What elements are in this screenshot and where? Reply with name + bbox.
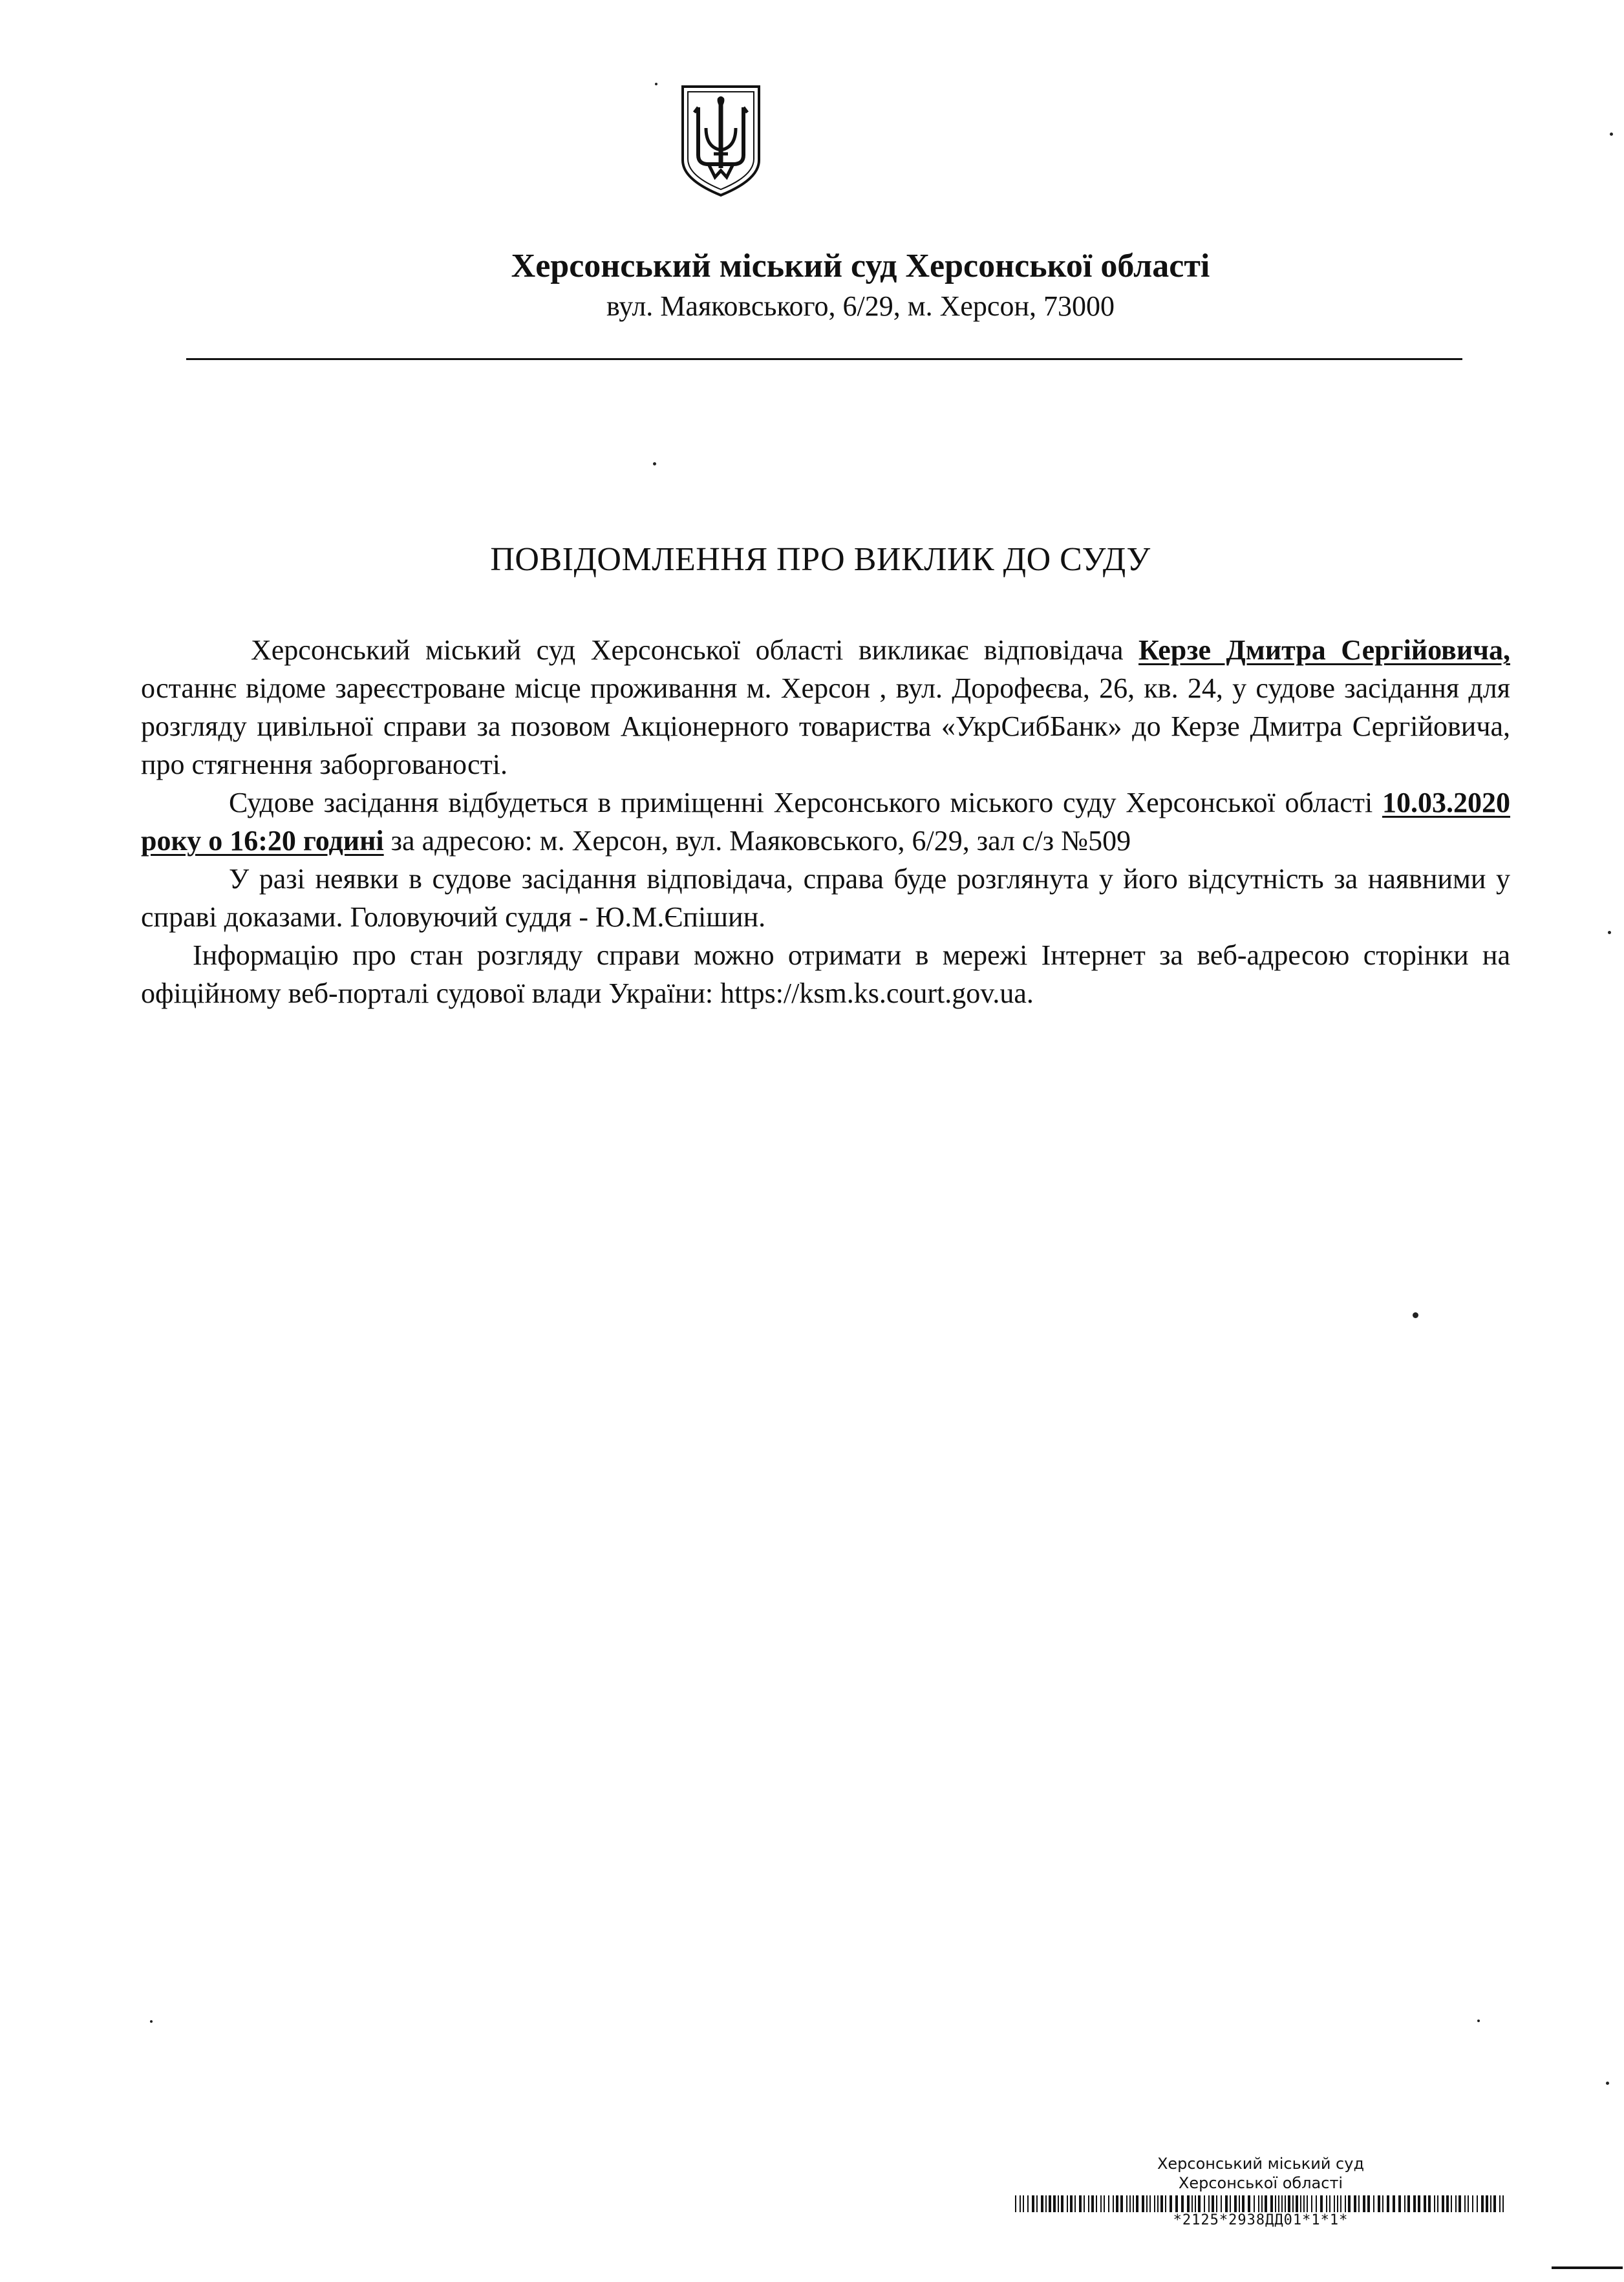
barcode-bar [1424,2195,1426,2212]
barcode-bar [1248,2195,1250,2212]
barcode-bar [1285,2195,1286,2212]
barcode-bar [1088,2195,1089,2212]
barcode-bar [1493,2195,1496,2212]
barcode-bar [1239,2195,1240,2212]
barcode-bar [1136,2195,1138,2212]
barcode-bar [1334,2195,1335,2212]
barcode-bar [1499,2195,1501,2212]
barcode-bar [1045,2195,1047,2212]
barcode-bar [1367,2195,1370,2212]
barcode-bar [1113,2195,1114,2212]
barcode-bar [1442,2195,1444,2212]
barcode-bar [1074,2195,1076,2212]
corner-mark [1552,2266,1623,2269]
barcode-bar [1084,2195,1085,2212]
barcode-bar [1378,2195,1380,2212]
barcode-bar [1261,2195,1263,2212]
barcode-bar [1216,2195,1217,2212]
barcode-bar [1036,2195,1038,2212]
barcode-bar [1015,2195,1016,2212]
court-barcode-stamp [1009,2154,1513,2229]
barcode-bar [1100,2195,1102,2212]
scan-speck [150,2020,153,2023]
barcode-bar [1195,2195,1196,2212]
barcode-bar [1258,2195,1259,2212]
barcode-bar [1373,2195,1374,2212]
summons-text-end: останнє відоме зареєстроване місце проживання м. Херсон , вул. Дорофеєва, 26, кв. 24, у судове засідання для розгляду цивільної справи за позовом Акціонерного товариства «УкрСибБанк» до Керзе Дмитра Сергійовича, про стягнення заборгованості. [141,672,1510,780]
barcode-bar [1198,2195,1201,2212]
scan-speck [1477,2020,1480,2022]
barcode-bar [1329,2195,1330,2212]
barcode-bar [1020,2195,1021,2212]
barcode-bar [1311,2195,1312,2212]
barcode-bar [1023,2195,1024,2212]
barcode-bar [1116,2195,1118,2212]
barcode-bar [1225,2195,1228,2212]
barcode-bar [1175,2195,1178,2212]
barcode-bar [1208,2195,1210,2212]
barcode-bar [1481,2195,1484,2212]
barcode-bar [1070,2195,1073,2212]
barcode-bar [1120,2195,1123,2212]
barcode-bar [1464,2195,1466,2212]
barcode-bar [1157,2195,1159,2212]
barcode-bar [1230,2195,1231,2212]
barcode-bar [1133,2195,1134,2212]
barcode-bar [1387,2195,1389,2212]
barcode-bar [1296,2195,1298,2212]
barcode-bar [1142,2195,1144,2212]
paragraph-hearing [141,784,1510,860]
barcode-bar [1061,2195,1063,2212]
barcode-bar [1079,2195,1082,2212]
scan-speck [1413,1312,1418,1318]
barcode-bar [1242,2195,1245,2212]
barcode-bar [1146,2195,1148,2212]
barcode-bar [1307,2195,1308,2212]
barcode-bar [1212,2195,1214,2212]
header-divider [186,358,1462,360]
barcode-bar [1041,2195,1043,2212]
document-title: ПОВІДОМЛЕННЯ ПРО ВИКЛИК ДО СУДУ [490,541,1151,578]
barcode-bar [1234,2195,1237,2212]
paragraph-info: Інформацію про стан розгляду справи можно отримати в мережі Інтернет за веб-адресою сторінки на офіційному веб-порталі судової влади України: https://ksm.ks.court.gov.ua. [141,939,1510,1009]
court-address: вул. Маяковського, 6/29, м. Херсон, 73000 [606,290,1115,322]
defendant-name: Керзе Дмитра Сергійовича, [1138,634,1510,666]
barcode-bar [1292,2195,1294,2212]
barcode-bar [1221,2195,1222,2212]
barcode-bar [1187,2195,1190,2212]
barcode-bar [1398,2195,1401,2212]
barcode-bar [1032,2195,1034,2212]
barcode-bar [1204,2195,1205,2212]
barcode-bar [1502,2195,1504,2212]
barcode-bar [1300,2195,1301,2212]
paragraph-summons [141,631,1510,784]
barcode-bar [1348,2195,1351,2212]
barcode-bar [1340,2195,1341,2212]
barcode-bar [1455,2195,1457,2212]
barcode-bar [1275,2195,1276,2212]
barcode-bar [1108,2195,1109,2212]
barcode-bar [1472,2195,1473,2212]
barcode-bar [1049,2195,1051,2212]
barcode-bar [1345,2195,1346,2212]
barcode-bar [1428,2195,1431,2212]
court-name: Херсонський міський суд Херсонської області [511,248,1210,284]
barcode-bar [1477,2195,1478,2212]
barcode-bar [1490,2195,1491,2212]
barcode-bar [1288,2195,1290,2212]
hearing-text-start: Судове засідання відбудеться в приміщенні Херсонського міського суду Херсонської області [229,787,1382,818]
barcode-bar [1446,2195,1449,2212]
barcode-bar [1404,2195,1405,2212]
scan-speck [1610,133,1613,136]
trident-coat-of-arms-icon [678,83,764,198]
scan-speck [1606,2082,1609,2085]
barcode-bar [1354,2195,1356,2212]
barcode-bar [1027,2195,1029,2212]
stamp-line-1: Херсонський міський суд [1157,2155,1365,2173]
barcode-bar [1281,2195,1283,2212]
scan-speck [653,462,656,465]
barcode-bar [1418,2195,1420,2212]
barcode-bar [1437,2195,1438,2212]
barcode-bar [1170,2195,1172,2212]
barcode-bar [1126,2195,1127,2212]
barcode-bar [1104,2195,1105,2212]
barcode-bar [1434,2195,1435,2212]
barcode-bar [1091,2195,1094,2212]
barcode-bar [1303,2195,1305,2212]
barcode-number: *2125*2938ДД01*1*1* [1173,2212,1349,2228]
barcode-bar [1393,2195,1395,2212]
barcode-bar [1053,2195,1056,2212]
barcode-bar [1320,2195,1323,2212]
summons-text-start: Херсонський міський суд Херсонської області викликає відповідача [251,634,1139,666]
barcode-icon [1015,2195,1506,2212]
barcode-bar [1382,2195,1384,2212]
barcode-bar [1363,2195,1365,2212]
barcode-bar [1181,2195,1184,2212]
barcode-bar [1458,2195,1461,2212]
barcode-bar [1154,2195,1155,2212]
barcode-bar [1337,2195,1338,2212]
barcode-bar [1278,2195,1279,2212]
barcode-bar [1316,2195,1317,2212]
hearing-text-end: за адресою: м. Херсон, вул. Маяковського, 6/29, зал с/з №509 [383,825,1131,857]
barcode-bar [1129,2195,1131,2212]
barcode-bar [1254,2195,1255,2212]
barcode-bar [1067,2195,1068,2212]
scan-speck [655,83,657,85]
barcode-bar [1326,2195,1327,2212]
barcode-bar [1160,2195,1163,2212]
barcode-bar [1270,2195,1273,2212]
barcode-bar [1451,2195,1452,2212]
stamp-line-2: Херсонської області [1178,2174,1343,2192]
barcode-bar [1265,2195,1267,2212]
barcode-bar [1191,2195,1193,2212]
barcode-bar [1058,2195,1059,2212]
barcode-bar [1096,2195,1097,2212]
barcode-bar [1413,2195,1416,2212]
barcode-bar [1149,2195,1151,2212]
notice-body [141,631,1510,1012]
barcode-bar [1407,2195,1410,2212]
barcode-bar [1468,2195,1469,2212]
paragraph-absence: У разі неявки в судове засідання відповідача, справа буде розглянута у його відсутність за наявними у справі доказами. Головуючий суддя - Ю.М.Єпішин. [141,863,1510,933]
hearing-datetime: 10.03.2020 року о 16:20 годині [141,787,1510,857]
scan-speck [1608,931,1611,934]
barcode-bar [1165,2195,1166,2212]
barcode-bar [1486,2195,1488,2212]
barcode-bar [1358,2195,1360,2212]
